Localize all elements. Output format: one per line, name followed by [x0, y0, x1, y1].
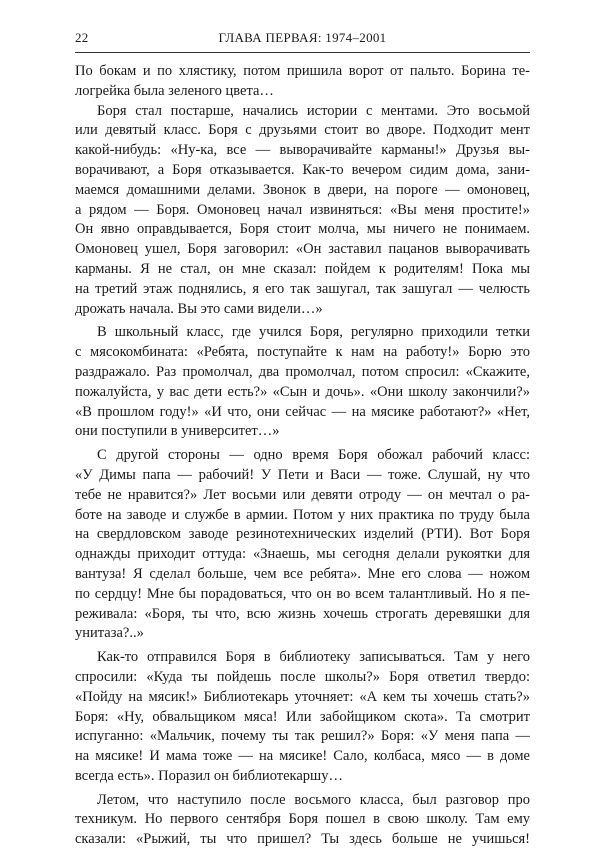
text-line: ворачивают, а Боря отказывается. Как-то вечером сидим дома, зани-	[75, 161, 530, 178]
text-line: маемся домашними делами. Звонок в двери, на пороге — омоновец,	[75, 181, 530, 198]
text-line: Боря стал постарше, начались истории с ментами. Это восьмой	[97, 102, 530, 119]
text-line: унитаза?..»	[75, 625, 144, 642]
text-line: а рядом — Боря. Омоновец начал извиняться: «Вы меня простите!»	[75, 201, 530, 218]
paragraph	[75, 62, 530, 102]
text-line: «В прошлом году!» «И что, они сейчас — на мясике работают?» «Нет,	[75, 403, 530, 420]
text-line: Летом, что наступило после восьмого класса, был разговор про	[97, 791, 530, 808]
text-line: карманы. Я не стал, он мне сказал: пойдем к родителям! Пока мы	[75, 260, 530, 277]
paragraph	[75, 323, 530, 442]
text-line: «У Димы папа — рабочий! У Пети и Васи — тоже. Слушай, ну что	[75, 466, 530, 483]
paragraph	[75, 791, 530, 850]
text-line: тебе не нравится?» Лет восьми или девяти отроду — он мечтал о ра-	[75, 486, 530, 503]
header-rule	[75, 52, 530, 53]
text-line: По бокам и по хлястику, потом пришила ворот от пальто. Борина те-	[75, 63, 530, 79]
text-line: боте на заводе и службе в армии. Потом у них практика по труду была	[75, 506, 530, 523]
text-line: В школьный класс, где учился Боря, регулярно приходили тетки	[97, 324, 530, 341]
text-line: они поступили в университет…»	[75, 423, 280, 440]
running-head: ГЛАВА ПЕРВАЯ: 1974–2001	[218, 30, 387, 45]
text-line: Как-то отправился Боря в библиотеку записываться. Там у него	[97, 649, 530, 666]
text-line: всегда есть». Поразил он библиотекаршу…	[75, 767, 343, 784]
text-line: или девятый класс. Боря с друзьями стоит во дворе. Подходит мент	[75, 122, 530, 139]
text-line: пожалуйста, у вас дети есть?» «Сын и дочь». «Они школу закончили?»	[75, 383, 530, 400]
text-line: раздражало. Раз промолчал, два промолчал, потом спросил: «Скажите,	[75, 363, 530, 380]
text-line: на свердловском заводе резинотехнических изделий (РТИ). Вот Боря	[75, 526, 530, 543]
text-line: реживала: «Боря, ты что, всю жизнь хочешь строгать деревяшки для	[75, 605, 530, 622]
paragraph	[75, 446, 530, 644]
text-line: на мясике! И мама тоже — на мясике! Сало, колбаса, мясо — в доме	[75, 748, 530, 765]
paragraph	[75, 102, 530, 320]
text-line: однажды приходит оттуда: «Знаешь, мы сегодня делали рукоятки для	[75, 546, 530, 563]
text-line: какой-нибудь: «Ну-ка, все — выворачивайте карманы!» Друзья вы-	[75, 142, 530, 159]
page-header	[75, 30, 530, 50]
body-text	[75, 62, 530, 850]
text-line: С другой стороны — одно время Боря обожал рабочий класс:	[97, 447, 530, 464]
text-line: Омоновец ушел, Боря заговорил: «Он заставил пацанов выворачивать	[75, 241, 530, 258]
text-line: техникум. Но первого сентября Боря пошел в свою школу. Там ему	[75, 811, 530, 828]
text-line: вантуза! Я сделал больше, чем все ребята». Мне его слова — ножом	[75, 565, 530, 582]
text-line: спросили: «Куда ты пойдешь после школы?» Боря ответил твердо:	[75, 668, 530, 685]
page-number: 22	[75, 30, 89, 45]
text-line: логрейка была зеленого цвета…	[75, 82, 274, 99]
text-line: сказали: «Рыжий, ты что пришел? Ты здесь больше не учишься!	[75, 831, 530, 848]
text-line: по сердцу! Мне бы порадоваться, что он во всем талантливый. Но я пе-	[75, 585, 530, 602]
text-line: дрожать начала. Вы это сами видели…»	[75, 300, 323, 317]
text-line: «Пойду на мясик!» Библиотекарь уточняет: «А кем ты хочешь стать?»	[75, 688, 530, 705]
text-line: Боря: «Ну, обвальщиком мяса! Или забойщиком скота». Та смотрит	[75, 708, 530, 725]
text-line: с мясокомбината: «Ребята, поступайте к нам на работу!» Борю это	[75, 344, 530, 361]
paragraph	[75, 648, 530, 787]
text-line: на третий этаж поднялись, я его так зашугал, так зашугал — челюсть	[75, 280, 530, 297]
text-line: Он явно оправдывается, Боря стоит молча, мы ничего не понимаем.	[75, 221, 530, 238]
text-line: испуганно: «Мальчик, почему ты так решил?» Боря: «У меня папа —	[75, 728, 530, 745]
